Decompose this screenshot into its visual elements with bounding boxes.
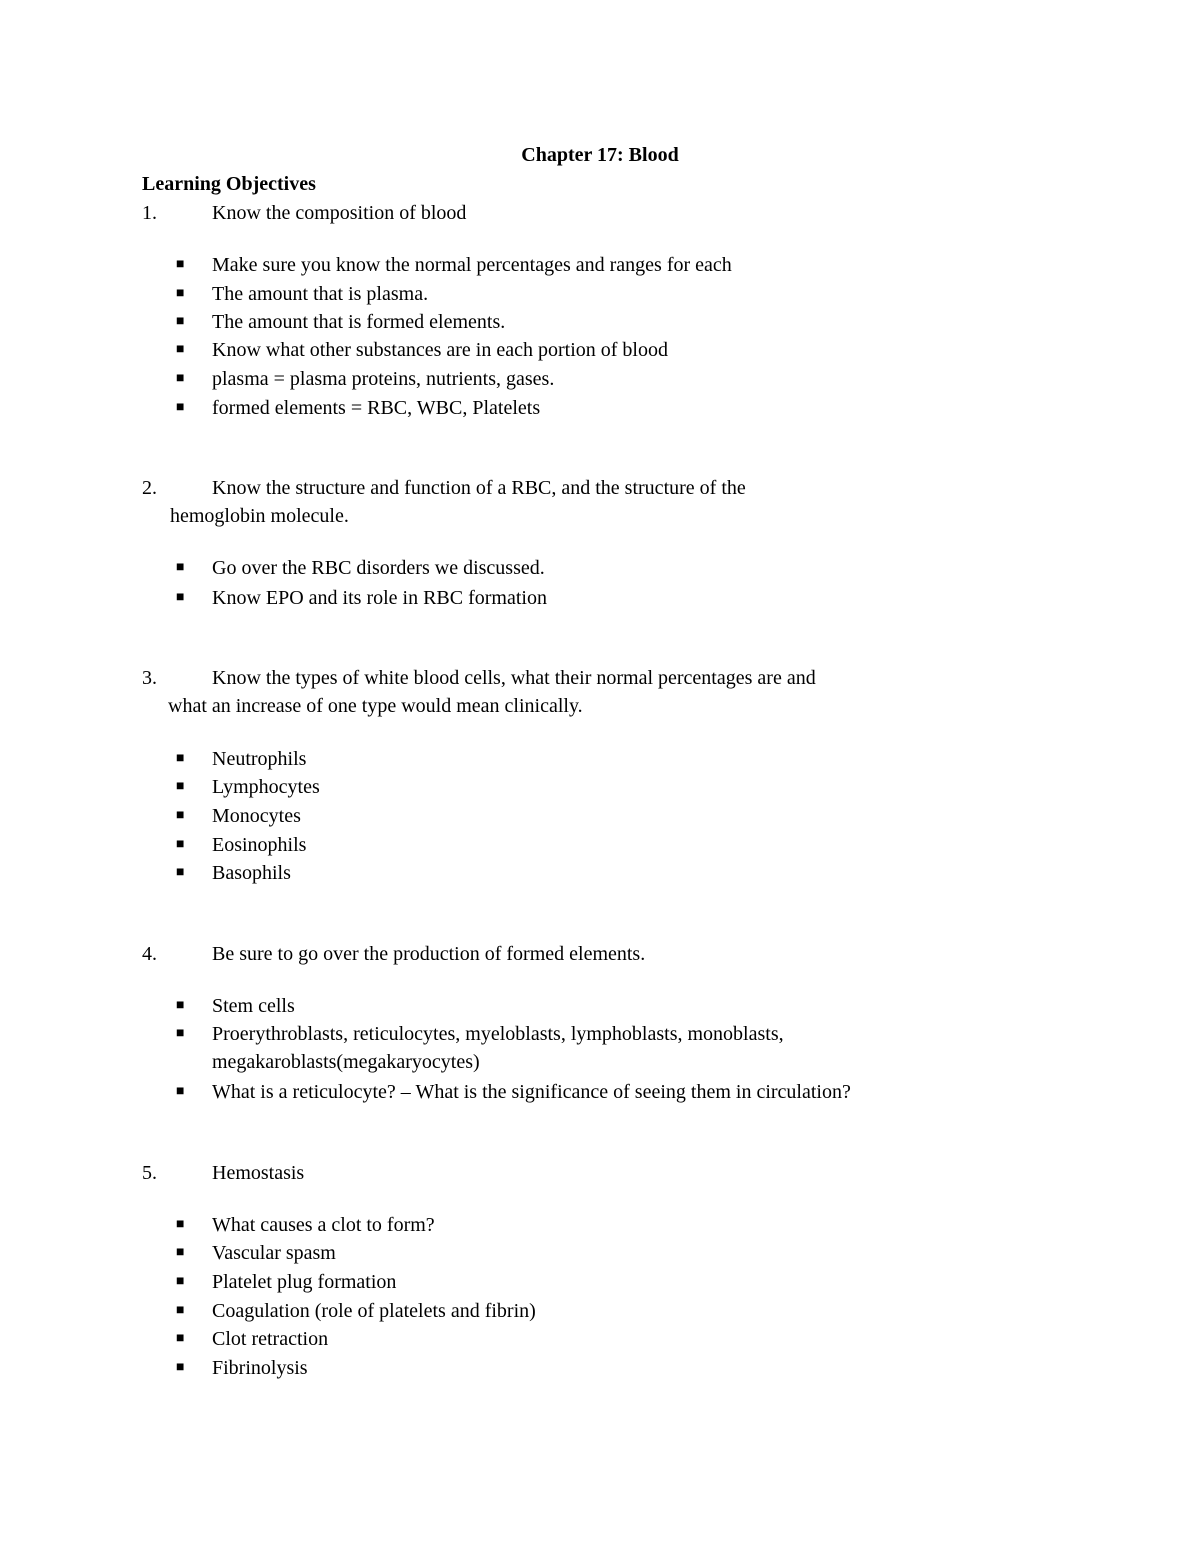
bullet-text-continued: megakaroblasts(megakaryocytes): [212, 1051, 480, 1073]
bullet-square-icon: ■: [176, 1245, 185, 1260]
bullet-square-icon: ■: [176, 998, 185, 1013]
bullet-square-icon: ■: [176, 257, 185, 272]
bullet-square-icon: ■: [176, 342, 185, 357]
bullet-text: What is a reticulocyte? – What is the significance of seeing them in circulation?: [212, 1081, 851, 1103]
bullet-square-icon: ■: [176, 1360, 185, 1375]
bullet-square-icon: ■: [176, 314, 185, 329]
bullet-text: Go over the RBC disorders we discussed.: [212, 557, 545, 579]
objective-number: 4.: [142, 943, 157, 965]
objective-text: Hemostasis: [212, 1162, 305, 1184]
bullet-text: Vascular spasm: [212, 1242, 336, 1264]
bullet-text: The amount that is formed elements.: [212, 311, 506, 333]
bullet-text: Clot retraction: [212, 1328, 329, 1350]
bullet-text: Proerythroblasts, reticulocytes, myeloblasts, lymphoblasts, monoblasts,: [212, 1023, 784, 1045]
bullet-text: Basophils: [212, 862, 291, 884]
bullet-text: Stem cells: [212, 995, 295, 1017]
bullet-text: Fibrinolysis: [212, 1357, 308, 1379]
bullet-square-icon: ■: [176, 1274, 185, 1289]
objective-text: Know the composition of blood: [212, 202, 467, 224]
bullet-square-icon: ■: [176, 590, 185, 605]
bullet-text: Monocytes: [212, 805, 301, 827]
bullet-text: Lymphocytes: [212, 776, 320, 798]
bullet-square-icon: ■: [176, 1303, 185, 1318]
objective-text-continued: what an increase of one type would mean clinically.: [168, 695, 583, 717]
bullet-square-icon: ■: [176, 286, 185, 301]
section-heading: Learning Objectives: [142, 173, 316, 195]
bullet-square-icon: ■: [176, 779, 185, 794]
objective-text: Know the types of white blood cells, what their normal percentages are and: [212, 667, 816, 689]
bullet-text: formed elements = RBC, WBC, Platelets: [212, 397, 541, 419]
bullet-text: Platelet plug formation: [212, 1271, 397, 1293]
bullet-square-icon: ■: [176, 1331, 185, 1346]
bullet-square-icon: ■: [176, 837, 185, 852]
bullet-text: Coagulation (role of platelets and fibrin): [212, 1300, 536, 1322]
bullet-text: Know what other substances are in each portion of blood: [212, 339, 668, 361]
objective-number: 3.: [142, 667, 157, 689]
bullet-text: The amount that is plasma.: [212, 283, 429, 305]
bullet-text: plasma = plasma proteins, nutrients, gases.: [212, 368, 555, 390]
document-title: Chapter 17: Blood: [521, 144, 679, 166]
objective-number: 5.: [142, 1162, 157, 1184]
objective-text-continued: hemoglobin molecule.: [170, 505, 349, 527]
bullet-square-icon: ■: [176, 1084, 185, 1099]
objective-text: Be sure to go over the production of formed elements.: [212, 943, 646, 965]
objective-number: 1.: [142, 202, 157, 224]
bullet-text: Eosinophils: [212, 834, 307, 856]
bullet-square-icon: ■: [176, 400, 185, 415]
bullet-square-icon: ■: [176, 865, 185, 880]
bullet-square-icon: ■: [176, 371, 185, 386]
bullet-text: Know EPO and its role in RBC formation: [212, 587, 547, 609]
bullet-text: Neutrophils: [212, 748, 307, 770]
bullet-square-icon: ■: [176, 1026, 185, 1041]
bullet-text: Make sure you know the normal percentages and ranges for each: [212, 254, 732, 276]
bullet-square-icon: ■: [176, 808, 185, 823]
objective-text: Know the structure and function of a RBC, and the structure of the: [212, 477, 746, 499]
bullet-square-icon: ■: [176, 560, 185, 575]
bullet-square-icon: ■: [176, 751, 185, 766]
objective-number: 2.: [142, 477, 157, 499]
bullet-square-icon: ■: [176, 1217, 185, 1232]
bullet-text: What causes a clot to form?: [212, 1214, 435, 1236]
